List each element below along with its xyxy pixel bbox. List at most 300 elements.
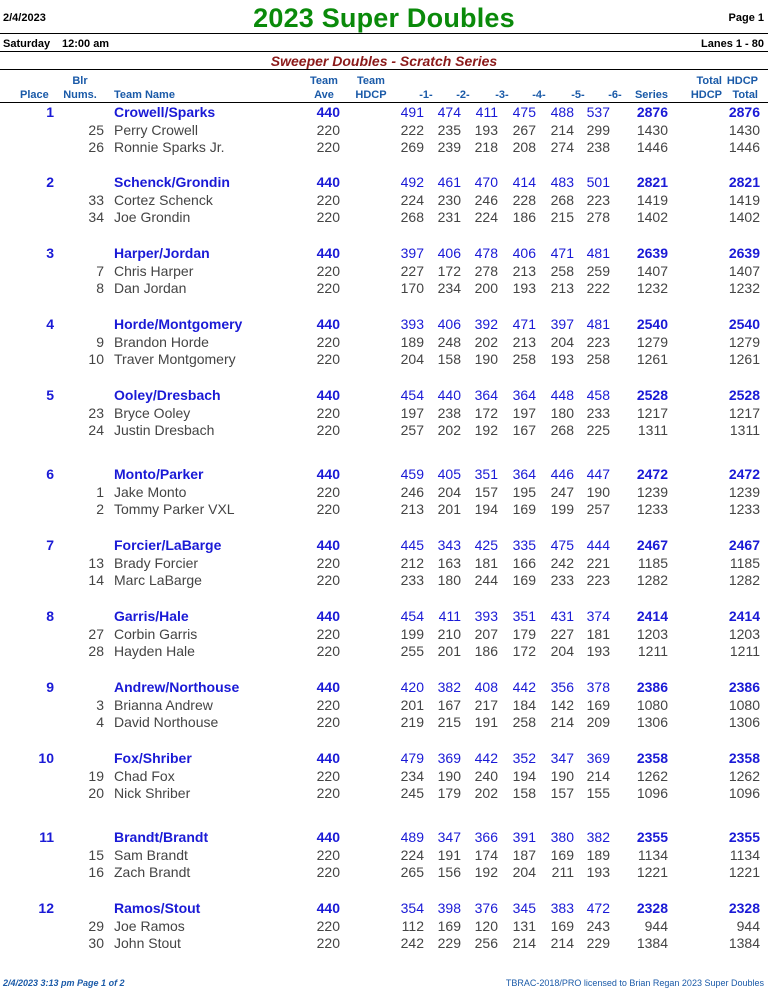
bowler-series: 1446 [636,139,668,155]
col-team-hdcp-line1: Team [357,75,385,87]
bowler-name: Marc LaBarge [114,572,202,588]
bowler-game-2: 234 [437,280,461,296]
bowler-game-1: 265 [400,864,424,880]
team-game-4: 345 [512,900,536,916]
team-name: Horde/Montgomery [114,316,243,332]
bowler-game-6: 169 [586,697,610,713]
bowler-game-4: 193 [512,280,536,296]
bowler-game-3: 218 [474,139,498,155]
col-total-hdcp-line2: HDCP [690,89,722,101]
bowler-average: 220 [316,643,340,659]
bowler-game-2: 179 [437,785,461,801]
col-team-hdcp-line2: HDCP [355,89,387,101]
team-block [0,174,768,234]
bowler-game-2: 235 [437,122,461,138]
report-subtitle: Sweeper Doubles - Scratch Series [270,53,498,69]
team-game-3: 376 [474,900,498,916]
bowler-name: Nick Shriber [114,785,191,801]
team-name: Ooley/Dresbach [114,387,221,403]
bowler-game-1: 219 [400,714,424,730]
lanes-range: Lanes 1 - 80 [701,38,764,50]
bowler-number: 27 [88,626,104,642]
bowler-average: 220 [316,405,340,421]
bowler-game-4: 167 [512,422,536,438]
team-game-6: 481 [586,245,610,261]
bowler-game-3: 200 [474,280,498,296]
team-name: Brandt/Brandt [114,829,209,845]
bowler-game-2: 239 [437,139,461,155]
bowler-name: Sam Brandt [114,847,188,863]
team-block [0,829,768,889]
team-game-5: 431 [550,608,574,624]
bowler-game-1: 234 [400,768,424,784]
team-hdcp-total: 2386 [728,679,760,695]
bowler-game-6: 278 [586,209,610,225]
bowler-game-4: 187 [512,847,536,863]
bowler-average: 220 [316,122,340,138]
place-number: 1 [46,104,54,120]
bowler-game-1: 222 [400,122,424,138]
place-number: 10 [38,750,54,766]
team-game-1: 492 [400,174,424,190]
bowler-average: 220 [316,555,340,571]
bowler-total-hdcp: 1134 [729,847,760,863]
bowler-game-5: 214 [550,122,574,138]
bowler-game-4: 131 [512,918,536,934]
team-game-6: 458 [586,387,610,403]
bowler-game-2: 180 [437,572,461,588]
team-block [0,104,768,164]
bowler-number: 33 [88,192,104,208]
bowler-total-hdcp: 1261 [728,351,760,367]
bowler-series: 1262 [636,768,668,784]
bowler-game-1: 257 [400,422,424,438]
bowler-game-3: 202 [474,785,498,801]
bowler-name: Dan Jordan [114,280,187,296]
bowler-game-3: 181 [474,555,498,571]
bowler-game-3: 193 [474,122,498,138]
bowler-game-5: 213 [550,280,574,296]
col-hdcp-total-line1: HDCP [726,75,758,87]
bowler-total-hdcp: 1203 [728,626,760,642]
bowler-game-4: 184 [512,697,536,713]
bowler-average: 220 [316,484,340,500]
bowler-name: Chad Fox [114,768,175,784]
team-average: 440 [316,750,340,766]
bowler-game-2: 190 [437,768,461,784]
bowler-average: 220 [316,626,340,642]
team-game-3: 425 [474,537,498,553]
bowler-average: 220 [316,768,340,784]
team-average: 440 [316,829,340,845]
team-series: 2472 [636,466,668,482]
team-game-6: 501 [586,174,610,190]
bowler-total-hdcp: 1221 [728,864,760,880]
team-game-5: 380 [550,829,574,845]
bowler-game-1: 224 [400,192,424,208]
bowler-name: Brandon Horde [114,334,209,350]
team-average: 440 [316,387,340,403]
report-date: 2/4/2023 [3,12,46,24]
team-game-3: 470 [474,174,498,190]
bowler-game-2: 191 [437,847,461,863]
bowler-number: 15 [88,847,104,863]
col-place: Place [20,89,49,101]
team-hdcp-total: 2821 [728,174,760,190]
bowler-game-6: 229 [586,935,610,951]
team-game-2: 406 [437,245,461,261]
team-name: Crowell/Sparks [114,104,216,120]
bowler-number: 30 [88,935,104,951]
team-game-6: 378 [586,679,610,695]
place-number: 3 [46,245,54,261]
place-number: 11 [39,829,54,845]
team-block [0,750,768,810]
team-hdcp-total: 2355 [728,829,760,845]
bowler-game-1: 268 [400,209,424,225]
bowler-number: 10 [88,351,104,367]
bowler-game-5: 204 [550,334,574,350]
bowler-game-3: 240 [474,768,498,784]
bowler-game-6: 214 [586,768,610,784]
team-game-4: 391 [512,829,536,845]
team-series: 2355 [636,829,668,845]
bowler-game-1: 227 [400,263,424,279]
bowler-name: Ronnie Sparks Jr. [114,139,225,155]
bowler-game-4: 158 [512,785,536,801]
team-series: 2639 [636,245,668,261]
bowler-number: 23 [88,405,104,421]
bowler-name: Hayden Hale [114,643,195,659]
bowler-game-6: 225 [586,422,610,438]
bowler-total-hdcp: 944 [736,918,760,934]
team-name: Monto/Parker [114,466,204,482]
bowler-average: 220 [316,209,340,225]
bowler-game-5: 204 [550,643,574,659]
bowler-game-5: 180 [550,405,574,421]
bowler-game-3: 192 [474,422,498,438]
bowler-total-hdcp: 1419 [728,192,760,208]
team-game-2: 369 [437,750,461,766]
team-block [0,245,768,305]
bowler-game-1: 189 [400,334,424,350]
bowler-name: Brady Forcier [114,555,199,571]
team-name: Andrew/Northouse [114,679,240,695]
bowler-game-5: 157 [550,785,574,801]
bowler-number: 4 [96,714,104,730]
bowler-game-1: 199 [400,626,424,642]
bowler-series: 1311 [637,422,668,438]
team-game-5: 448 [550,387,574,403]
bowler-game-6: 243 [586,918,610,934]
team-game-3: 366 [474,829,498,845]
team-series: 2540 [636,316,668,332]
bowler-game-3: 120 [474,918,498,934]
bowler-name: John Stout [114,935,181,951]
bowler-game-3: 278 [474,263,498,279]
column-header-rule [0,102,768,103]
bowler-game-2: 230 [437,192,461,208]
bowler-average: 220 [316,864,340,880]
bowler-game-4: 267 [512,122,536,138]
col-game-2: -2- [456,89,470,101]
team-series: 2876 [636,104,668,120]
footer-print-info: 2/4/2023 3:13 pm Page 1 of 2 [3,978,125,988]
team-name: Harper/Jordan [114,245,210,261]
team-game-3: 411 [475,104,498,120]
bowler-average: 220 [316,714,340,730]
bowler-game-1: 269 [400,139,424,155]
team-hdcp-total: 2472 [728,466,760,482]
bowler-game-6: 155 [586,785,610,801]
team-average: 440 [316,174,340,190]
team-game-1: 397 [400,245,424,261]
bowler-game-6: 223 [586,192,610,208]
bowler-total-hdcp: 1262 [728,768,760,784]
bowler-game-6: 258 [586,351,610,367]
place-number: 8 [46,608,54,624]
team-game-1: 354 [400,900,424,916]
bowler-game-2: 156 [437,864,461,880]
bowler-game-6: 209 [586,714,610,730]
bowler-game-5: 242 [550,555,574,571]
team-game-5: 483 [550,174,574,190]
bowler-number: 28 [88,643,104,659]
col-blr-line1: Blr [72,75,88,87]
bowler-game-3: 186 [474,643,498,659]
bowler-average: 220 [316,280,340,296]
bowler-game-3: 194 [474,501,498,517]
team-game-3: 364 [474,387,498,403]
bowler-series: 1211 [637,643,668,659]
bowler-name: Brianna Andrew [114,697,213,713]
bowler-game-1: 246 [400,484,424,500]
bowler-total-hdcp: 1185 [729,555,760,571]
header-rule-bottom [0,69,768,70]
bowler-series: 1233 [636,501,668,517]
bowler-game-3: 202 [474,334,498,350]
bowler-series: 1306 [636,714,668,730]
bowler-game-3: 191 [474,714,498,730]
team-game-3: 478 [474,245,498,261]
team-average: 440 [316,316,340,332]
team-series: 2467 [636,537,668,553]
bowler-game-2: 231 [437,209,461,225]
team-game-1: 491 [400,104,424,120]
bowler-total-hdcp: 1096 [728,785,760,801]
bowler-total-hdcp: 1446 [728,139,760,155]
team-game-6: 374 [586,608,610,624]
bowler-name: Chris Harper [114,263,194,279]
team-name: Fox/Shriber [114,750,192,766]
bowler-name: Corbin Garris [114,626,198,642]
team-name: Forcier/LaBarge [114,537,222,553]
bowler-game-6: 193 [586,643,610,659]
team-name: Garris/Hale [114,608,189,624]
place-number: 4 [46,316,54,332]
bowler-game-5: 268 [550,422,574,438]
bowler-number: 25 [88,122,104,138]
col-team-ave-line1: Team [310,75,338,87]
bowler-total-hdcp: 1080 [728,697,760,713]
bowler-game-3: 244 [474,572,498,588]
bowler-game-3: 224 [474,209,498,225]
bowler-game-6: 257 [586,501,610,517]
bowler-number: 13 [88,555,104,571]
bowler-number: 9 [96,334,104,350]
bowler-game-4: 172 [512,643,536,659]
col-game-5: -5- [571,89,585,101]
bowler-game-2: 202 [437,422,461,438]
bowler-number: 8 [96,280,104,296]
team-game-1: 420 [400,679,424,695]
place-number: 6 [46,466,54,482]
bowler-total-hdcp: 1211 [729,643,760,659]
bowler-name: Cortez Schenck [114,192,213,208]
col-series: Series [634,89,668,101]
bowler-average: 220 [316,847,340,863]
col-game-6: -6- [608,89,622,101]
bowler-game-6: 221 [586,555,610,571]
bowler-game-3: 190 [474,351,498,367]
bowler-average: 220 [316,501,340,517]
team-game-3: 351 [474,466,498,482]
bowler-game-4: 186 [512,209,536,225]
bowler-name: Perry Crowell [114,122,199,138]
team-block [0,900,768,960]
team-block [0,537,768,597]
bowler-average: 220 [316,263,340,279]
bowler-game-5: 199 [550,501,574,517]
bowler-name: Justin Dresbach [114,422,215,438]
team-hdcp-total: 2540 [728,316,760,332]
bowler-game-3: 207 [474,626,498,642]
team-game-4: 471 [512,316,536,332]
bowler-game-4: 195 [512,484,536,500]
bowler-series: 1080 [636,697,668,713]
team-game-1: 479 [400,750,424,766]
bowler-series: 1134 [637,847,668,863]
bowler-name: Tommy Parker VXL [114,501,235,517]
bowler-series: 1203 [636,626,668,642]
bowler-game-1: 233 [400,572,424,588]
bowler-game-2: 210 [437,626,461,642]
bowler-game-4: 258 [512,351,536,367]
team-game-5: 397 [550,316,574,332]
bowler-game-3: 172 [474,405,498,421]
bowler-game-5: 233 [550,572,574,588]
place-number: 12 [38,900,54,916]
bowler-game-2: 201 [437,643,461,659]
bowler-name: Joe Grondin [114,209,191,225]
team-hdcp-total: 2358 [728,750,760,766]
bowler-total-hdcp: 1233 [728,501,760,517]
bowler-series: 1221 [636,864,668,880]
bowler-series: 1384 [636,935,668,951]
col-total-hdcp-line1: Total [696,75,722,87]
bowler-game-1: 212 [400,555,424,571]
team-hdcp-total: 2639 [728,245,760,261]
bowler-game-5: 193 [550,351,574,367]
col-game-1: -1- [419,89,433,101]
place-number: 2 [46,174,54,190]
bowler-number: 7 [96,263,104,279]
bowler-game-2: 163 [437,555,461,571]
bowler-game-2: 201 [437,501,461,517]
team-series: 2414 [636,608,668,624]
bowler-average: 220 [316,139,340,155]
bowler-game-6: 222 [586,280,610,296]
bowler-game-4: 169 [512,501,536,517]
col-game-3: -3- [495,89,509,101]
bowler-game-1: 112 [401,918,424,934]
bowler-game-5: 190 [550,768,574,784]
team-game-6: 537 [586,104,610,120]
bowler-series: 1430 [636,122,668,138]
bowler-game-5: 215 [550,209,574,225]
bowler-number: 19 [88,768,104,784]
bowler-game-4: 169 [512,572,536,588]
team-game-2: 405 [437,466,461,482]
bowler-game-1: 213 [400,501,424,517]
bowler-name: Traver Montgomery [114,351,236,367]
bowler-game-2: 204 [437,484,461,500]
team-series: 2528 [636,387,668,403]
team-game-4: 442 [512,679,536,695]
place-number: 7 [46,537,54,553]
bowler-game-1: 245 [400,785,424,801]
team-hdcp-total: 2414 [728,608,760,624]
bowler-average: 220 [316,572,340,588]
team-average: 440 [316,679,340,695]
team-series: 2386 [636,679,668,695]
bowler-game-5: 169 [550,847,574,863]
bowler-game-1: 170 [400,280,424,296]
bowler-total-hdcp: 1311 [729,422,760,438]
team-game-6: 369 [586,750,610,766]
team-game-5: 471 [550,245,574,261]
team-game-3: 393 [474,608,498,624]
bowler-name: David Northouse [114,714,219,730]
team-game-3: 392 [474,316,498,332]
bowler-game-2: 248 [437,334,461,350]
report-title: 2023 Super Doubles [253,3,515,33]
bowler-game-6: 223 [586,572,610,588]
report-time: 12:00 am [62,38,110,50]
bowler-total-hdcp: 1402 [728,209,760,225]
col-team-ave-line2: Ave [314,89,334,101]
bowler-game-2: 215 [437,714,461,730]
team-average: 440 [316,466,340,482]
team-game-5: 475 [550,537,574,553]
col-hdcp-total-line2: Total [732,89,758,101]
bowler-average: 220 [316,422,340,438]
bowler-total-hdcp: 1282 [728,572,760,588]
team-average: 440 [316,104,340,120]
bowler-game-2: 229 [437,935,461,951]
bowler-series: 1261 [636,351,668,367]
header-rule-middle [0,51,768,52]
bowler-game-6: 193 [586,864,610,880]
team-game-5: 356 [550,679,574,695]
bowler-game-2: 167 [437,697,461,713]
team-average: 440 [316,537,340,553]
bowler-game-5: 211 [551,864,574,880]
team-series: 2328 [636,900,668,916]
bowler-number: 24 [88,422,104,438]
bowler-number: 16 [88,864,104,880]
team-hdcp-total: 2328 [728,900,760,916]
